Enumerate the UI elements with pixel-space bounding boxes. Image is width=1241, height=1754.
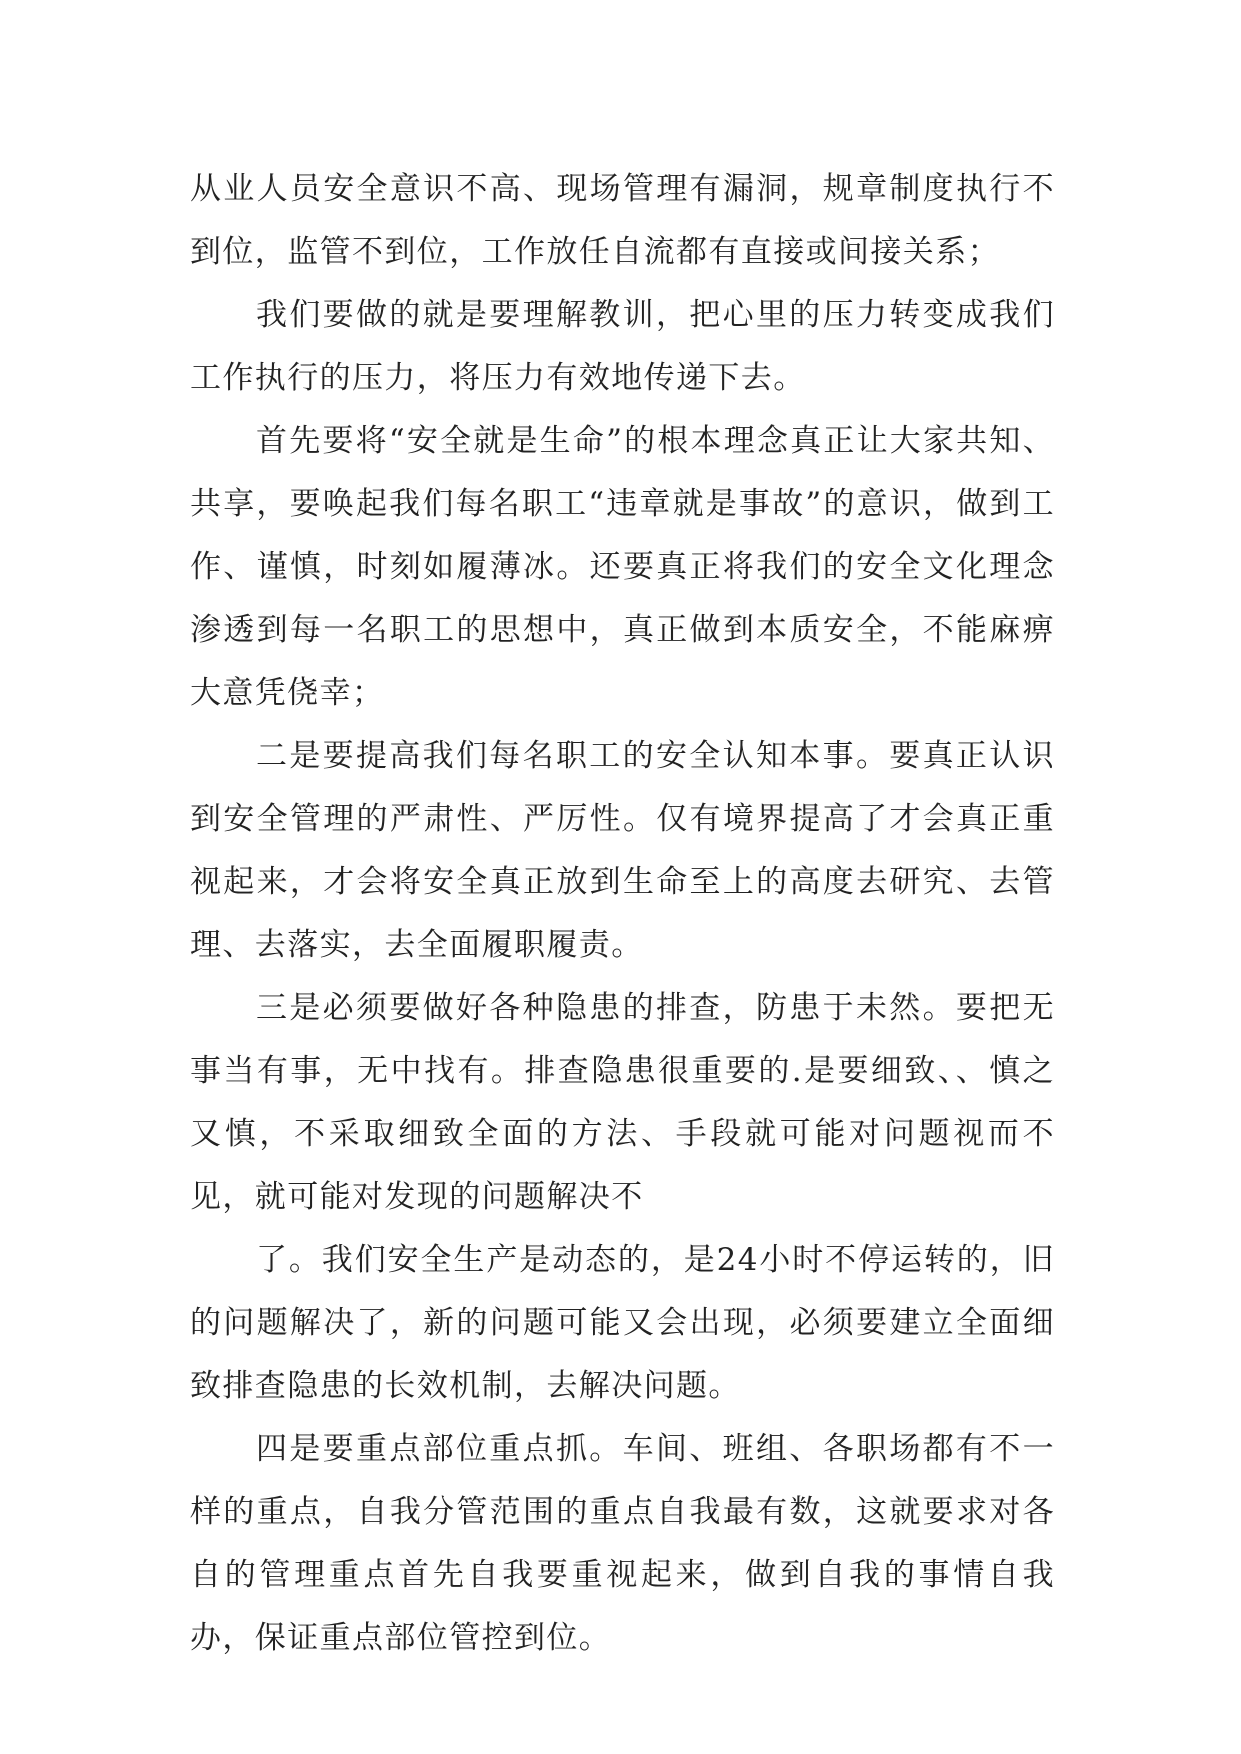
paragraph-1: 从业人员安全意识不高、现场管理有漏洞，规章制度执行不到位，监管不到位，工作放任自流都有直接或间接关系； xyxy=(190,171,1055,270)
paragraph-4: 二是要提高我们每名职工的安全认知本事。要真正认识到安全管理的严肃性、严厉性。仅有境界提高了才会真正重视起来，才会将安全真正放到生命至上的高度去研究、去管理、去落实，去全面履职履责。 xyxy=(190,738,1055,963)
paragraph-7: 四是要重点部位重点抓。车间、班组、各职场都有不一样的重点，自我分管范围的重点自我最有数，这就要求对各自的管理重点首先自我要重视起来，做到自我的事情自我办，保证重点部位管控到位。 xyxy=(190,1431,1055,1656)
paragraph-5: 三是必须要做好各种隐患的排查，防患于未然。要把无事当有事，无中找有。排查隐患很重要的.是要细致、、慎之又慎，不采取细致全面的方法、手段就可能对问题视而不见，就可能对发现的问题解决不 xyxy=(190,990,1055,1215)
paragraph-2: 我们要做的就是要理解教训，把心里的压力转变成我们工作执行的压力，将压力有效地传递下去。 xyxy=(190,297,1055,396)
document-body xyxy=(190,158,1055,1670)
paragraph-6: 了。我们安全生产是动态的，是24小时不停运转的，旧的问题解决了，新的问题可能又会出现，必须要建立全面细致排查隐患的长效机制，去解决问题。 xyxy=(190,1242,1055,1404)
paragraph-3: 首先要将“安全就是生命”的根本理念真正让大家共知、共享，要唤起我们每名职工“违章就是事故”的意识，做到工作、谨慎，时刻如履薄冰。还要真正将我们的安全文化理念渗透到每一名职工的思想中，真正做到本质安全，不能麻痹大意凭侥幸； xyxy=(190,423,1055,711)
